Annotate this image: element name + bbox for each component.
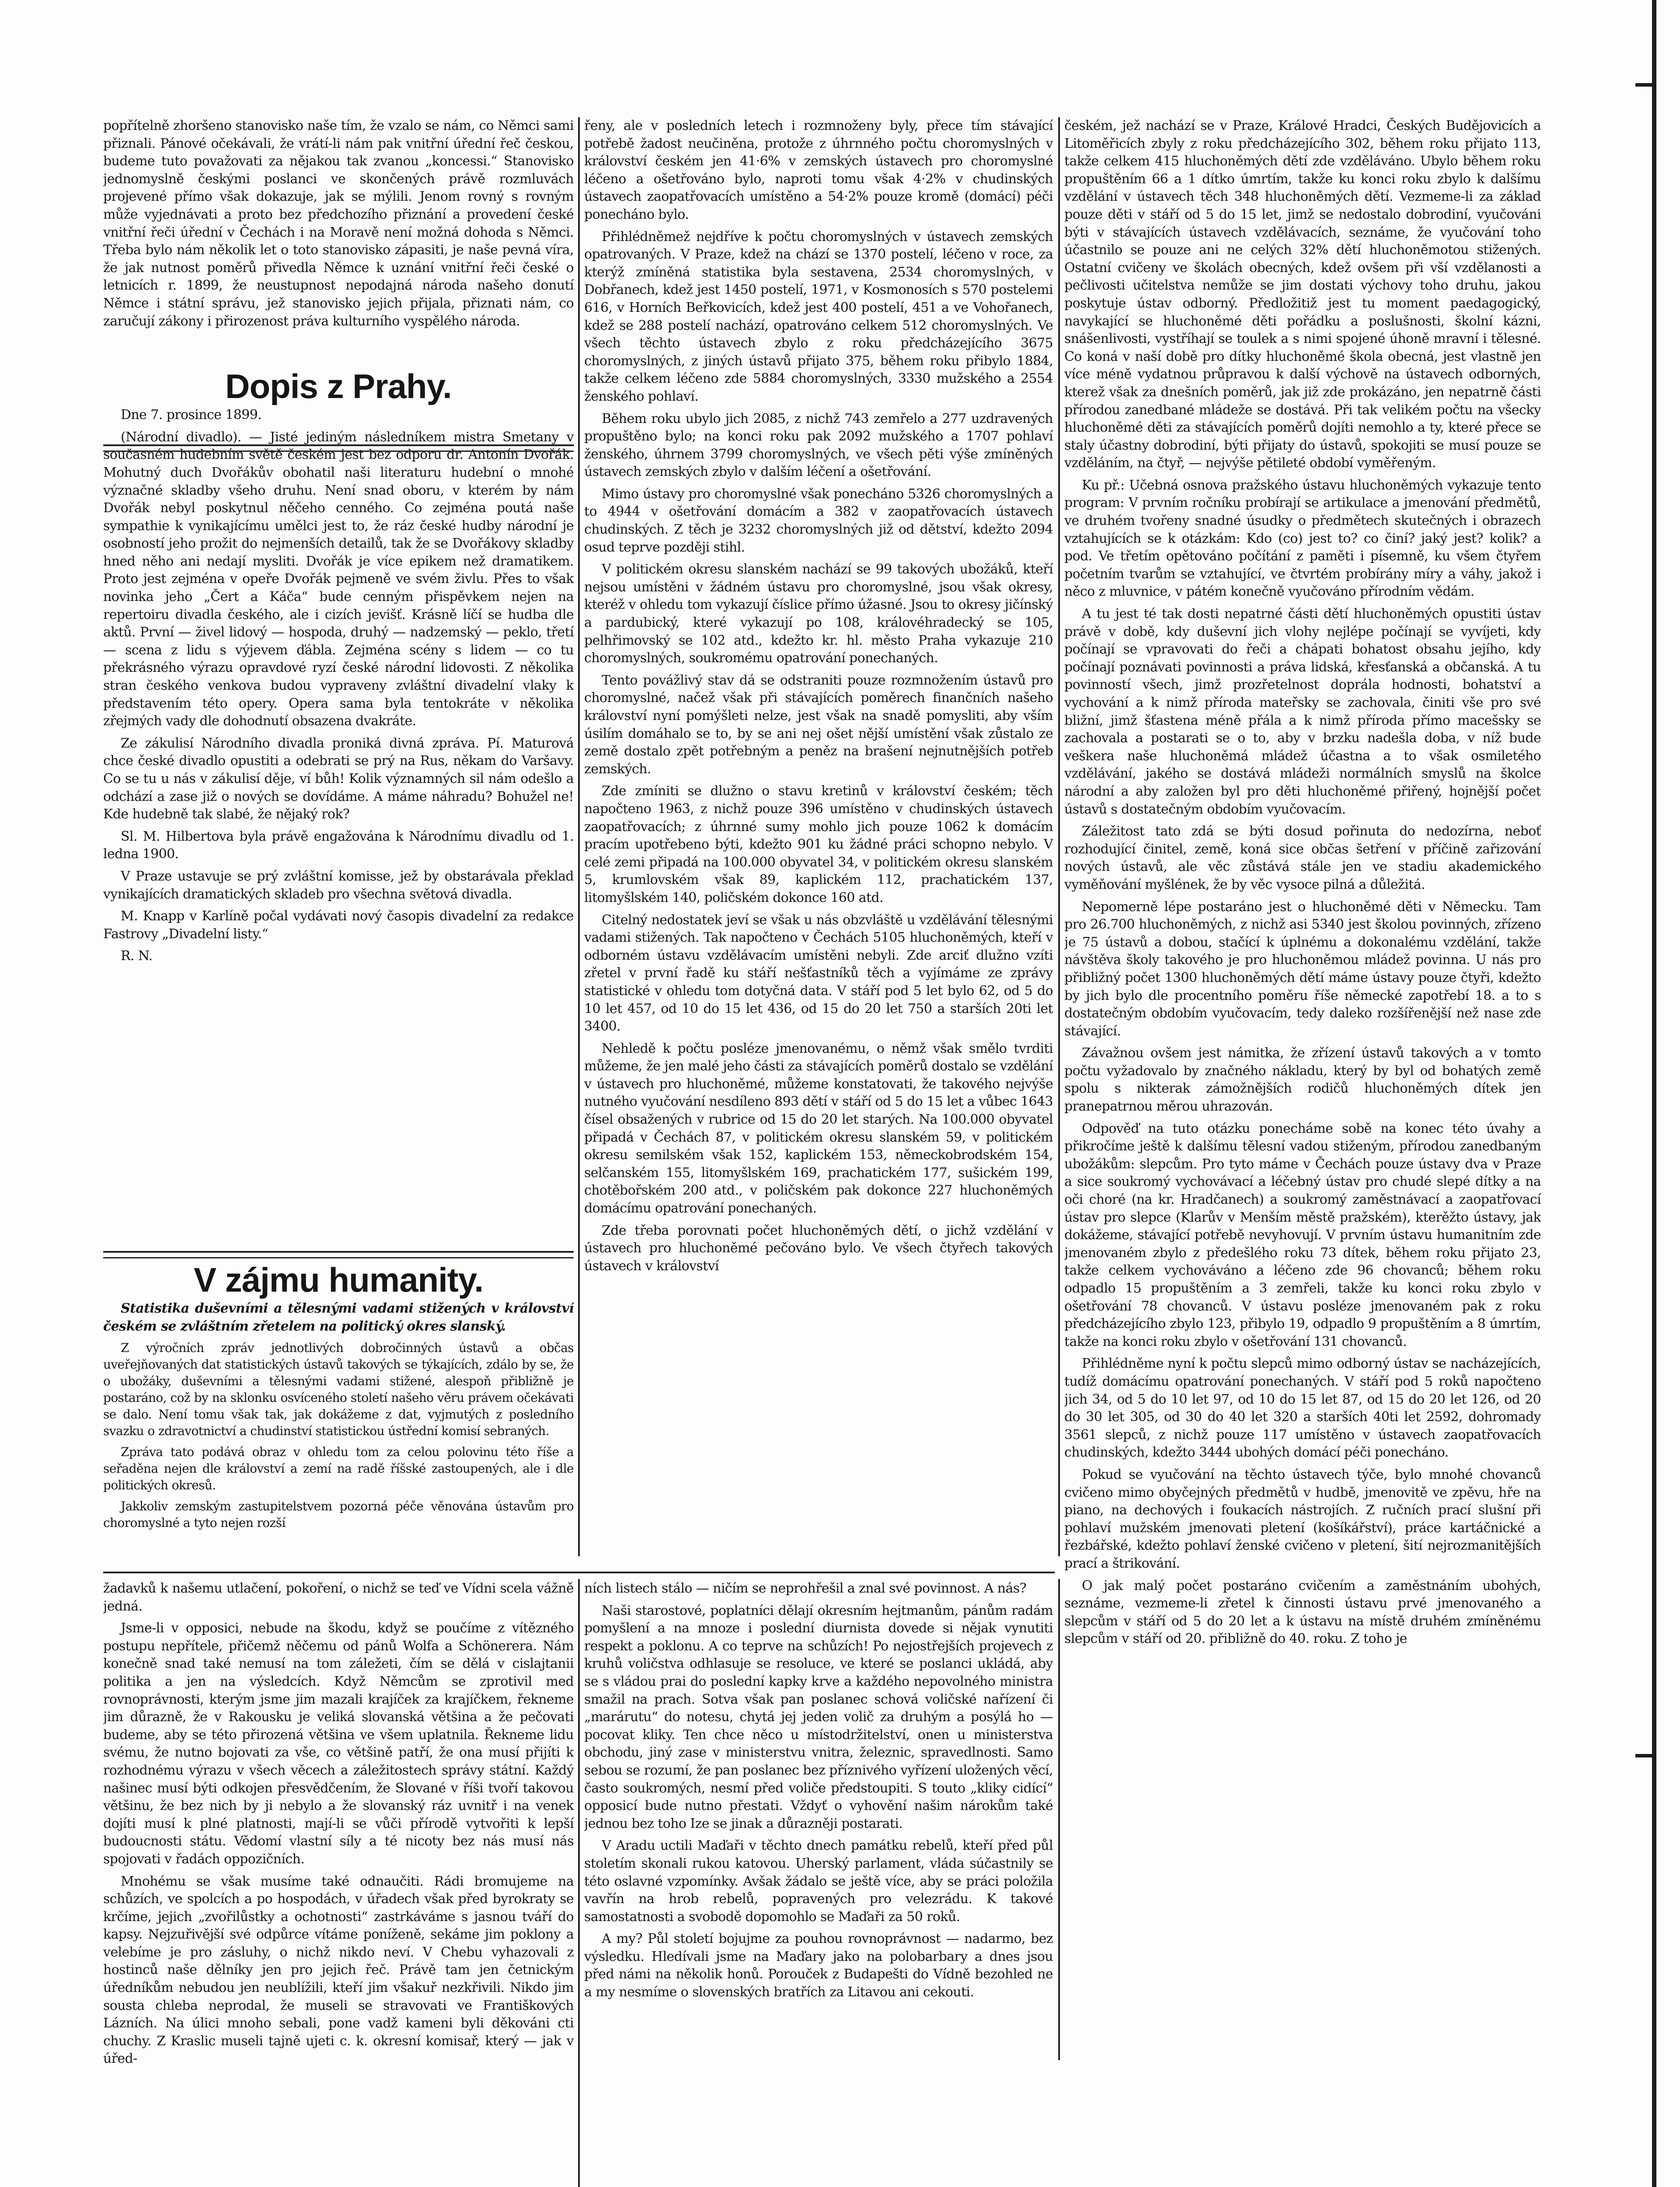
- article-continuation: popřítelně zhoršeno stanovisko naše tím, že vzalo se nám, co Němci sami přiznali. Pánové očekávali, že vrátí-li nám pak vnitřní úřední řeč českou, budeme tuto považovati za nějakou tak zvanou „koncessi.“ Stanovisko jednomyslně českými poslanci ve skončených právě rozmluvách projevené přímo však dokazuje, jak se mýlili. Jenom rovný s rovným může vyjednávati a proto bez předchozího přiznání a provedení české vnitřní řeči úřední v Čechách i na Moravě není možná dohoda s Němci. Třeba bylo nám několik let o toto stanovisko zápasiti, je naše pevná víra, že jak nutnost poměrů přivedla Němce k uznání vnitřní řeči české o letnicích r. 1899, že neustupnost nepodajná národa našeho donutí Němce i státní správu, jež stanovisko jejich přijala, přiznati nám, co zaručují zákony i přirozenost práva kulturního vyspělého národa.: [103, 118, 574, 329]
- humanity-paragraph: Nehledě k počtu posléze jmenovanému, o němž však smělo tvrditi můžeme, že jen malé jeho části za stávajících poměrů dostalo se vzdělání v ústavech pro hluchoněmé, můžeme konstatovati, že takového nejvýše nutného vyučování nesdíleno 893 dětí v stáří od 5 do 15 let a vůbec 1643 čísel obsažených v rubrice od 15 do 20 let starých. Na 100.000 obyvatel připadá v Čechách 87, v politickém okresu slanském 59, v politickém okresu semilském však 152, kaplickém 153, německobrodském 154, selčanském 155, litomyšlském 169, prachatickém 177, sušickém 199, chotěbořském 200 atd., v poličském pak dokonce 227 hluchoněmých domácímu opatrování ponechaných.: [584, 1041, 1053, 1216]
- dopis-title: Dopis z Prahy.: [225, 367, 452, 406]
- section-rule: [103, 1572, 1055, 1573]
- humanity-paragraph: Zpráva tato podává obraz v ohledu tom za celou polovinu této říše a seřaděna nejen dle království a zemí na radě říšské zastoupených, ale i dle politických okresů.: [103, 1445, 574, 1493]
- humanity-title: V zájmu humanity.: [194, 1261, 483, 1299]
- humanity-paragraph: Tento povážlivý stav dá se odstraniti pouze rozmnožením ústavů pro choromyslné, načež však při stávajících poměrech finančních našeho království nyní pomýšleti nelze, jest však na snadě pomysliti, aby vším úsilím domáhalo se to, by se ani nej ošet nější umístění však zůstalo ze země dostalo zpět potřebným a peněz na brašení nejnutnějších potřeb zemských.: [584, 672, 1053, 777]
- dopis-paragraph: Ze zákulisí Národního divadla proniká divná zpráva. Pí. Maturová chce české divadlo opustiti a odebrati se prý na Rus, někam do Varšavy. Co se tu u nás v zákulisí děje, ví bůh! Kolik významných sil nám odešlo a odchází a zase již o nových se dovídáme. A máme náhradu? Bohužel ne! Kde hudebně tak slabé, že nějaký rok?: [103, 735, 574, 822]
- humanity-paragraph: Pokud se vyučování na těchto ústavech týče, bylo mnohé chovanců cvičeno mimo obyčejných předmětů v hudbě, jmenovitě ve zpěvu, hře na piano, na dechových i foukacích nástrojích. Z ručních prací slušní při pohlaví mužském jmenovati pletení (košíkářství), práce kartáčnické a řezbářské, kdežto pohlaví ženské cvičeno v pletení, šití nejrozmanitějších prací a štrikování.: [1064, 1467, 1541, 1571]
- dopis-signature: R. N.: [121, 948, 153, 964]
- section-rule: [103, 1251, 574, 1258]
- lead-article-paragraph: Jsme-li v opposici, nebude na škodu, když se poučíme z vítězného postupu nepřítele, přičemž něčemu od pánů Wolfa a Schönerera. Nám konečně snad také nemusí na tom záležeti, čím se dělá v cislajtanii politika a jen na výsledcích. Když Němcům se zprotivil med rovnoprávnosti, kterým jsme jim mazali krajíček za krajíčkem, řekneme jim důrazně, že v Rakousku je veliká slovanská většina a že pečovati budeme, aby se této přirozená většina ve všem uplatnila. Řekneme lidu svému, že nutno bojovati za vše, co většině patří, že ona musí přijíti k rozhodnému výrazu v všech věcech a záležitostech správy státní. Každý našinec musí býti odkojen přesvědčením, že Slované v říši tvoří takovou většinu, že bez nich by ji nebylo a že slovanský ráz uvnitř i na venek dojíti musí k plné platnosti, mají-li se vůči přírodě vytvořiti k lepší budoucnosti státu. Vědomí vlastní síly a té nicoty bez nás musí nás spojovati v řadách oppozičních.: [103, 1621, 574, 1867]
- column-2-bottom: [584, 1580, 1053, 2187]
- humanity-paragraph: Nepomerně lépe postaráno jest o hluchoněmé děti v Německu. Tam pro 26.700 hluchoněmých, z nichž asi 5340 jest školou povinných, zřízeno je 75 ústavů a dobou, stačící k úplnému a dokonalému vzdělání, takže návštěva školy takového je pro hluchoněmou mládež povinna. U nás pro přibližný počet 1300 hluchoněmých dětí máme ústavy pouze čtyři, kdežto by jich bylo dle procentního poměru říše německé zapotřebí 18. a to s dostatečným obdobím vyučovacím, tedy daleko rozšířenější než nase zde stávající.: [1064, 899, 1541, 1039]
- lead-article-paragraph: V Aradu uctili Maďaři v těchto dnech památku rebelů, kteří před půl stoletím skonali rukou katovou. Uherský parlament, vláda súčastnily se této oslavné vzpomínky. Avšak žádalo se ještě více, aby se práci položila vavřín na hrob rebelů, popravených pro velezrádu. K takové samostatnosti a svobodě dopomohlo se Maďaři za 50 roků.: [584, 1838, 1053, 1925]
- humanity-paragraph: českém, jež nachází se v Praze, Králové Hradci, Českých Budějovicích a Litoměřicích zbyly z roku předcházejícího 302, během roku přijato 113, takže celkem 415 hluchoněmých dětí zde vzděláváno. Ubylo během roku propuštěním 66 a 1 dítko úmrtím, takže ku konci roku zbylo k dalšímu vzdělání v ústavech těch 348 hluchoněmých dětí. Vezmeme-li za základ pouze děti v stáří od 5 do 15 let, jimž se nedostalo dobrodiní, vyučováni býti v stávajících ústavech vzdělávacích, seznáme, že vyučování toho účastnilo se pouze ani ne celých 32% dětí hluchoněmotou stižených. Ostatní cvičeny ve školách obecných, kdež ovšem při vší vzdělanosti a pečlivosti učitelstva nemůže se jim dostati výchovy toho druhu, jakou poskytuje ústav odborný. Předložitiž jest tu moment paedagogický, navykající se hluchoněmé děti pořádku a poslušnosti, školní kázni, snášenlivosti, vystříhají se toulek a s nimi spojené úhoně mravní i tělesné. Co koná v naší době pro dítky hluchoněmé škola obecná, jest vlastně jen více méně vydatnou průpravou k další výchově na ústavech odborných, kterež však za dnešních poměrů, jak již zde prokázáno, jen nepatrně části přírodou zanedbané mládeže se dostává. Při tak velikém počtu na všecky hluchoněmé děti za stávajících poměrů dojíti nemohlo a ty, které přece se staly účastny dobrodiní, býti přijaty do ústavů, spokojiti se musí pouze se vzděláním, na čtyř, — nejvýše pětileté období vyměřeným.: [1064, 118, 1541, 471]
- column-rule: [578, 117, 580, 1556]
- humanity-paragraph: Záležitost tato zdá se býti dosud pořinuta do nedozírna, neboť rozhodující činitel, země, koná sice občas šetření v příčině zařizování nových ústavů, ale věc zůstává stále jen ve stadiu akademického vyměňování myšlének, že by věc vysoce pilná a důležitá.: [1064, 824, 1541, 892]
- column-rule: [1058, 117, 1060, 1556]
- column-1-bottom: [103, 1580, 574, 2187]
- humanity-subtitle: Statistika duševními a tělesnými vadami stižených v království českém se zvláštním zřetelem na politický okres slanský.: [103, 1301, 574, 1334]
- column-1-top: [103, 117, 574, 1246]
- column-rule: [1058, 1579, 1060, 2060]
- column-3: [1064, 117, 1541, 2187]
- dopis-date: Dne 7. prosince 1899.: [121, 407, 262, 423]
- humanity-paragraph: V politickém okresu slanském nachází se 99 takových ubožáků, kteří nejsou umístěni v žádném ústavu pro choromyslné, jsou však okresy, kteréž v ohledu tom vykazují číslice přímo úžasné. Jsou to okresy jičínský a pardubický, které vykazují po 108, královéhradecký se 105, pelhřimovský se 102 atd., kdežto kr. hl. město Praha vykazuje 210 choromyslných, soukromému opatrování ponechaných.: [584, 562, 1053, 666]
- humanity-paragraph: řeny, ale v posledních letech i rozmnoženy byly, přece tím stávající potřebě žadost neučiněna, protože z úhrnného počtu choromyslných v království českém jen 41·6% v zemských ústavech pro choromyslné léčeno a ošetřováno bylo, naproti tomu však 4·2% v chudinských ústavech zaopatřovacích umístěno a 54·2% pouze kromě (domácí) péči ponecháno bylo.: [584, 118, 1053, 222]
- humanity-article: [103, 1260, 574, 1566]
- humanity-paragraph: Z výročních zpráv jednotlivých dobročinných ústavů a občas uveřejňovaných dat statistických ústavů takových se týkajících, zdálo by se, že o ubožáky, duševními a tělesnými vadami stižené, alespoň přibližně je postaráno, což by na sklonku osvíceného století našeho věru právem očekávati se dalo. Není tomu však tak, jak dokážeme z dat, vyjmutých z posledního svazku o zdravotnictví a chudinství statistickou ústřední komisí sebraných.: [103, 1341, 574, 1439]
- right-edge-rule: [1652, 0, 1656, 2187]
- lead-article-paragraph: Mnohému se však musíme také odnaučiti. Rádi bromujeme na schůzích, ve spolcích a po hospodách, v úřadech však před byrokraty se krčíme, jejich „zvořilůstky a ochotnosti“ zastrkáváme s jasnou tváří do kapsy. Nejzuřivější své odpůrce vítáme poníženě, sekáme jim poklony a velebíme je pro zásluhy, o nichž nikdo neví. V Chebu vyhazovali z hostinců naše dělníky jen pro jejich řeč. Právě tam jen četnickým úředníkům nebudou jen neublížili, kteří jim všakuř nezkřivili. Nikdo jim sousta chleba neprodal, že museli se stravovati ve Františkových Lázních. Na úlici mnoho sebali, pone vadž kameni byli děkováni cti chuchy. Z Kraslic museli tajně ujeti c. k. okresní komisař, který — jak v úřed-: [103, 1873, 574, 2067]
- humanity-paragraph: Odpověď na tuto otázku ponecháme sobě na konec této úvahy a přikročíme ještě k dalšímu tělesní vadou stiženým, přírodou zanedbaným ubožákům: slepcům. Pro tyto máme v Čechách pouze ústavy dva v Praze a sice soukromý vychovávací a léčebný ústav pro chudé slepé dítky a na oči choré (na kr. Hradčanech) a soukromý zaměstnávací a zaopatřovací ústav pro slepce (Klarův v Menším městě pražském), kterěžto ústavy, jak dokážeme, stávající potřebě nevyhovují. V prvním ústavu humanitním zde jmenovaném zbylo z předešlého roku 73 dítek, během roku přijato 23, takže celkem vychováváno a léčeno zde 96 chovanců; během roku odpadlo 15 propuštěním a 3 zemřeli, takže ku konci roku zbylo v ošetřování 78 chovanců. V ústavu posléze jmenovaném pak z roku předcházejícího zbylo 123, přibylo 19, odpadlo 9 propuštěním a 8 úmrtím, takže na konci roku zbylo v ošetřování 131 chovanců.: [1064, 1121, 1541, 1349]
- column-2-top: [584, 117, 1053, 1565]
- dopis-paragraph: V Praze ustavuje se prý zvláštní komisse, jež by obstarávala překlad vynikajících dramatických skladeb pro všechna světová divadla.: [103, 868, 574, 902]
- edge-tick-mark: [1635, 1754, 1653, 1757]
- lead-article-paragraph: ních listech stálo — ničím se neprohřešil a znal své povinnost. A nás?: [584, 1581, 1027, 1596]
- humanity-paragraph: A tu jest té tak dosti nepatrné části dětí hluchoněmých opustiti ústav právě v době, kdy duševní jich vlohy nejlépe počínají se vyvíjeti, kdy počínají se vpravovati do řeči a chápati bohatost obsahu jejího, kdy počínají poznávati povinnosti a práva lidská, křesťanská a občanská. A tu povinností všech, jimž prozřetelnost doprála hodnosti, bohatství a vychování a k nimž příroda mateřsky se zachovala, činiti vše pro své bližní, jimž šťastena méně přála a k nimž příroda přímo macešsky se zachovala a postarati se o to, aby v brzku nadešla doba, v níž bude veškera naše hluchoněmá mládež účastna a to však osmiletého vzdělávání, jakého se dostává mládeži normálních smyslů na školce národní a aby založen byl pro děti hluchoněmé přiřený, hojnější počet ústavů s dostatečným obdobím vyučovacím.: [1064, 606, 1541, 817]
- humanity-paragraph: Citelný nedostatek jeví se však u nás obzvláště u vzdělávání tělesnými vadami stižených. Tak napočteno v Čechách 5105 hluchoněmých, kteří v odborném ústavu vzdělávacím umístěni nebyli. Zde arciť dlužno vzíti zřetel v první řadě ku stáří nešťastníků těch a vyjímáme ze zprávy statistické v ohledu tom dotyčná data. V stáří pod 5 let bylo 62, od 5 do 10 let 457, od 10 do 15 let 436, od 15 do 20 let 750 a starších 20ti let 3400.: [584, 912, 1053, 1034]
- column-rule: [578, 1579, 580, 2187]
- dopis-paragraph: Sl. M. Hilbertova byla právě engažována k Národnímu divadlu od 1. ledna 1900.: [103, 828, 574, 862]
- humanity-paragraph: Přihlédněmež nejdříve k počtu choromyslných v ústavech zemských opatrovaných. V Praze, kdež na chází se 1370 postelí, léčeno v roce, za kterýž zmíněná statistika byla sestavena, 2534 choromyslných, v Dobřanech, kdež jest 1450 postelí, 1971, v Kosmonosích s 570 postelemi 616, v Horních Beřkovicích, kdež jest 400 postelí, 451 a ve Vohořanech, kdež se 288 postelí nachází, opatrováno celkem 512 choromyslných. Ve všech těchto ústavech zbylo z roku předcházejícího 3675 choromyslných, z jiných ústavů přijato 375, během roku přibylo 1884, takže celkem léčeno zde 5884 choromyslných, 3330 mužského a 2554 ženského pohlaví.: [584, 229, 1053, 404]
- dopis-paragraph: (Národní divadlo). — Jisté jediným následníkem mistra Smetany v současném hudebním světě českém jest bez odporu dr. Antonín Dvořák. Mohutný duch Dvořákův obohatil naši literaturu hudební o mnohé význačné skladby všeho druhu. Není snad oboru, v kterém by nám Dvořák nebyl poskytnul něčeho cenného. Co zejména poutá naše sympathie k vynikajícímu umělci jest to, že ráz české hudby národní je osobností jeho prožit do nejmenších detailů, tak že se Dvořákovy skladby hned něho ani nedají mysliti. Dvořák je více epikem než dramatikem. Proto jest zejména v opeře Dvořák pejmeně ve svém živlu. Přes to však novinka jeho „Čert a Káča“ bude cenným přispěvkem nejen na repertoiru divadla českého, ale i cizích jevišť. Krásně líčí se hudba dle aktů. První — živel lidový — hospoda, druhý — nadzemský — peklo, třetí — scena z lidu s výjevem ďábla. Zejména scény s lidem — co tu překrásného výrazu opravdové ryzí české národní lidovosti. Z několika stran českého venkova budou vypraveny zvláštní divadelní vlaky k představením této opery. Opera sama byla tentokráte v několika zřejmých vady dle dohodnutí obsazena dvakráte.: [103, 429, 574, 729]
- lead-article-paragraph: Naši starostové, poplatníci dělají okresním hejtmanům, pánům radám pomyšlení a na mnoze i poslední diurnista dovede si nějak vynutiti respekt a poklonu. A co teprve na schůzích! Po nejostřejších projevech z kruhů voličstva odhlasuje se resoluce, ve které se poslanci ukládá, aby se s vládou prai do poslední kapky krve a každého nepovolného ministra smažil na prach. Sotva však pan poslanec schová voličské nařízení či „marárutu“ do notesu, chytá jej jeden volič za druhým a posýlá ho — pocovat kliky. Ten chce něco u místodržitelství, onen u ministerstva obchodu, jiný zase v ministerstvu vnitra, železnic, spravedlnosti. Samo sebou se rozumí, že pan poslanec bez příznivého vyřízení uložených věcí, často soukromých, nesmí před voliče předstoupiti. S touto „kliky cidící“ opposicí bude nutno přestati. Vždyť o vyhovění našim nárokům také jednou bez toho Ize se jinak a důrazněji postarati.: [584, 1603, 1053, 1831]
- lead-article-paragraph: žadavků k našemu utlačení, pokoření, o nichž se teď ve Vídni scela vážně jedná.: [103, 1581, 574, 1614]
- humanity-paragraph: Závažnou ovšem jest námitka, že zřízení ústavů takových a v tomto počtu vyžadovalo by značného nákladu, který by byl od bohatých země spolu s nikterak zámožnějších rodičů hluchoněmých dítek jen pranepatrnou měrou uhrazován.: [1064, 1045, 1541, 1114]
- humanity-paragraph: Zde třeba porovnati počet hluchoněmých dětí, o jichž vzdělání v ústavech pro hluchoněmé pečováno bylo. Ve všech čtyřech takových ústavech v království: [584, 1223, 1053, 1274]
- humanity-paragraph: O jak malý počet postaráno cvičením a zaměstnáním ubohých, seznáme, vezmeme-li zřetel k činnosti ústavu prvé jmenovaného a slepcům v stáří od 5 do 20 let a k ústavu na místě druhém zmíněnému slepcům v stáří od 20. přibližně do 40. roku. Z toho je: [1064, 1578, 1541, 1647]
- humanity-paragraph: Ku př.: Učebná osnova pražského ústavu hluchoněmých vykazuje tento program: V prvním ročníku probírají se artikulace a jmenování předmětů, ve druhém tvořeny snadné úsudky o předmětech skutečných i obrazech vztahujících se k otázkám: Kdo (co) jest to? co činí? jaký jest? kolik? a pod. Ve třetím opětováno počítání z paměti i písemně, ku všem čtyřem početním tvarům se vztahující, ve čtvrtém probírány míry a váhy, jakož i něco z mluvnice, v pátém konečně vyučováno přírodním vědám.: [1064, 477, 1541, 600]
- humanity-paragraph: Jakkoliv zemským zastupitelstvem pozorná péče věnována ústavům pro choromyslné a tyto nejen rozší: [103, 1499, 574, 1530]
- dopis-paragraph: M. Knapp v Karlíně počal vydávati nový časopis divadelní za redakce Fastrovy „Divadelní listy.“: [103, 908, 574, 942]
- humanity-paragraph: Během roku ubylo jich 2085, z nichž 743 zemřelo a 277 uzdravených propuštěno bylo; na konci roku pak 2092 mužského a 1707 pohlaví ženského, úhrnem 3799 choromyslných, ve všech pěti výše zmíněných ústavech zemských zbylo v dalším léčení a ošetřování.: [584, 411, 1053, 480]
- lead-article-paragraph: A my? Půl století bojujme za pouhou rovnoprávnost — nadarmo, bez výsledku. Hledívali jsme na Maďary jako na polobarbary a dnes jsou před námi na několik honů. Porouček z Budapešti do Vídně bezohled ne a my nesmíme o slovenských bratřích za Litavou ani cekouti.: [584, 1931, 1053, 2000]
- edge-tick-mark: [1635, 83, 1653, 87]
- humanity-paragraph: Zde zmíniti se dlužno o stavu kretinů v království českém; těch napočteno 1963, z nichž pouze 396 umístěno v chudinských ústavech zaopatřovacích; z úhrnné sumy mohlo jich pouze 1062 k domácím pracím upotřebeno býti, kdežto 901 ku žádné práci schopno nebylo. V celé zemi připadá na 100.000 obyvatel 34, v politickém okresu slanském 5, krumlovském však 89, kaplickém 112, prachatickém 137, litomyšlském 140, poličském dokonce 160 atd.: [584, 783, 1053, 905]
- humanity-paragraph: Přihlédněme nyní k počtu slepců mimo odborný ústav se nacházejících, tudíž domácímu opatrování ponechaných. V stáří pod 5 roků napočteno jich 34, od 5 do 10 let 97, od 10 do 15 let 87, od 15 do 20 let 126, od 20 do 30 let 305, od 30 do 40 let 320 a starších 40ti let 2592, dohromady 3561 slepců, z nichž pouze 117 umístěno v ústavech zaopatřovacích chudinských, kdežto 3444 ubohých domácí péči ponecháno.: [1064, 1356, 1541, 1460]
- humanity-paragraph: Mimo ústavy pro choromyslné však ponecháno 5326 choromyslných a to 4944 v ošetřování domácím a 382 v zaopatřovacích ústavech chudinských. Z těch je 3232 choromyslných již od dětství, kdežto 2094 osud teprve později stihl.: [584, 486, 1053, 555]
